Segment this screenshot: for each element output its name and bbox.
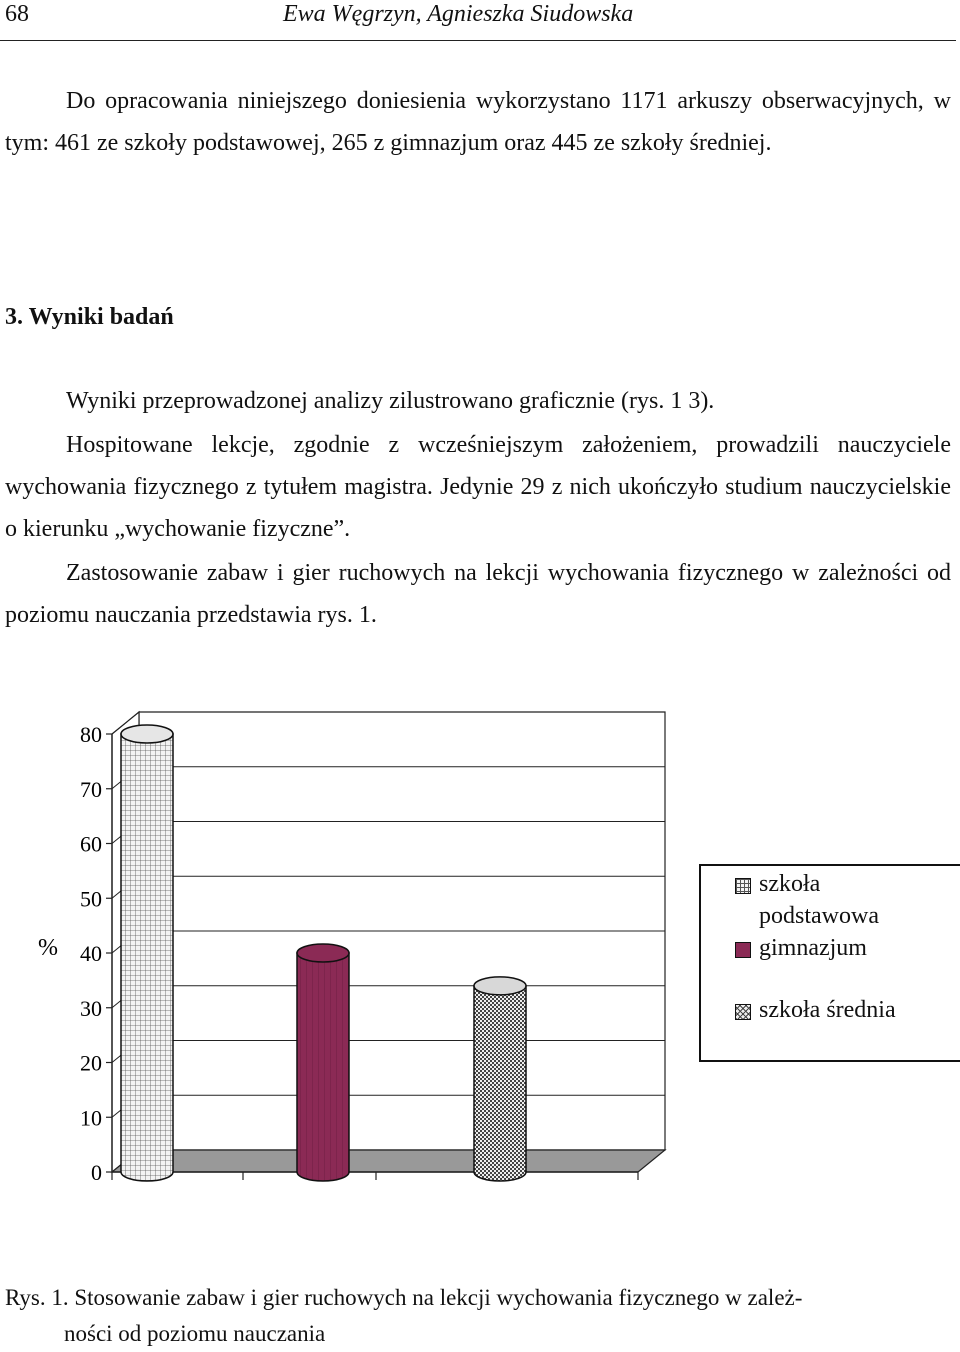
paragraph-2: Wyniki przeprowadzonej analizy zilustrowano graficznie (rys. 1 3). xyxy=(66,388,715,414)
legend-label-secondary: szkoła średnia xyxy=(759,997,896,1023)
y-axis-label: % xyxy=(38,935,58,961)
bar-2 xyxy=(474,977,526,1181)
legend-swatch-secondary xyxy=(735,1004,751,1020)
y-tick-label-5: 50 xyxy=(80,886,102,912)
y-tick-label-1: 10 xyxy=(80,1105,102,1131)
chart-legend xyxy=(699,864,960,1062)
legend-label-primary-1: szkoła xyxy=(759,871,821,897)
figure-caption xyxy=(5,1280,951,1352)
y-tick-label-4: 40 xyxy=(80,941,102,966)
y-axis xyxy=(80,722,112,1185)
legend-swatch-primary xyxy=(735,878,751,894)
bar-cap-0 xyxy=(121,725,173,743)
legend-label-primary-2: podstawowa xyxy=(759,903,879,929)
y-tick-label-0: 0 xyxy=(91,1160,102,1185)
section-heading: 3. Wyniki badań xyxy=(5,304,174,330)
page-header xyxy=(0,0,956,41)
y-tick-label-7: 70 xyxy=(80,776,102,802)
y-tick-label-2: 20 xyxy=(80,1050,102,1076)
y-tick-label-3: 30 xyxy=(80,995,102,1021)
legend-label-gimnazjum: gimnazjum xyxy=(759,935,867,961)
bar-body-0 xyxy=(121,734,173,1181)
bar-body-2 xyxy=(474,986,526,1181)
paragraph-4: Zastosowanie zabaw i gier ruchowych na lekcji wychowania fizycznego w zależności od poziomu nauczania przedstawia rys. 1. xyxy=(5,560,951,628)
caption-line-2: ności od poziomu nauczania xyxy=(64,1321,326,1346)
caption-line-1: Rys. 1. Stosowanie zabaw i gier ruchowych na lekcji wychowania fizycznego w zależ- xyxy=(5,1285,803,1310)
chart-frame xyxy=(112,712,665,1180)
bar-cap-1 xyxy=(297,944,349,962)
bar-1 xyxy=(297,944,349,1181)
bar-cap-2 xyxy=(474,977,526,995)
paragraph-1: Do opracowania niniejszego doniesienia wykorzystano 1171 arkuszy obserwacyjnych, w tym: 461 ze szkoły podstawowej, 265 z gimnazjum oraz 445 ze szkoły średniej. xyxy=(5,88,951,156)
bar-body-1 xyxy=(297,953,349,1181)
y-tick-label-6: 60 xyxy=(80,831,102,857)
legend-swatch-gimnazjum xyxy=(735,942,751,958)
paragraph-3: Hospitowane lekcje, zgodnie z wcześniejszym założeniem, prowadzili nauczyciele wychowania fizycznego z tytułem magistra. Jedynie 29 z nich ukończyło studium nauczycielskie o kierunku „wychowanie fizyczne”. xyxy=(5,432,951,542)
chart-floor xyxy=(112,1150,665,1172)
page-number: 68 xyxy=(5,1,29,27)
running-head: Ewa Węgrzyn, Agnieszka Siudowska xyxy=(283,1,634,27)
bar-0 xyxy=(121,725,173,1181)
y-tick-label-8: 80 xyxy=(80,722,102,747)
